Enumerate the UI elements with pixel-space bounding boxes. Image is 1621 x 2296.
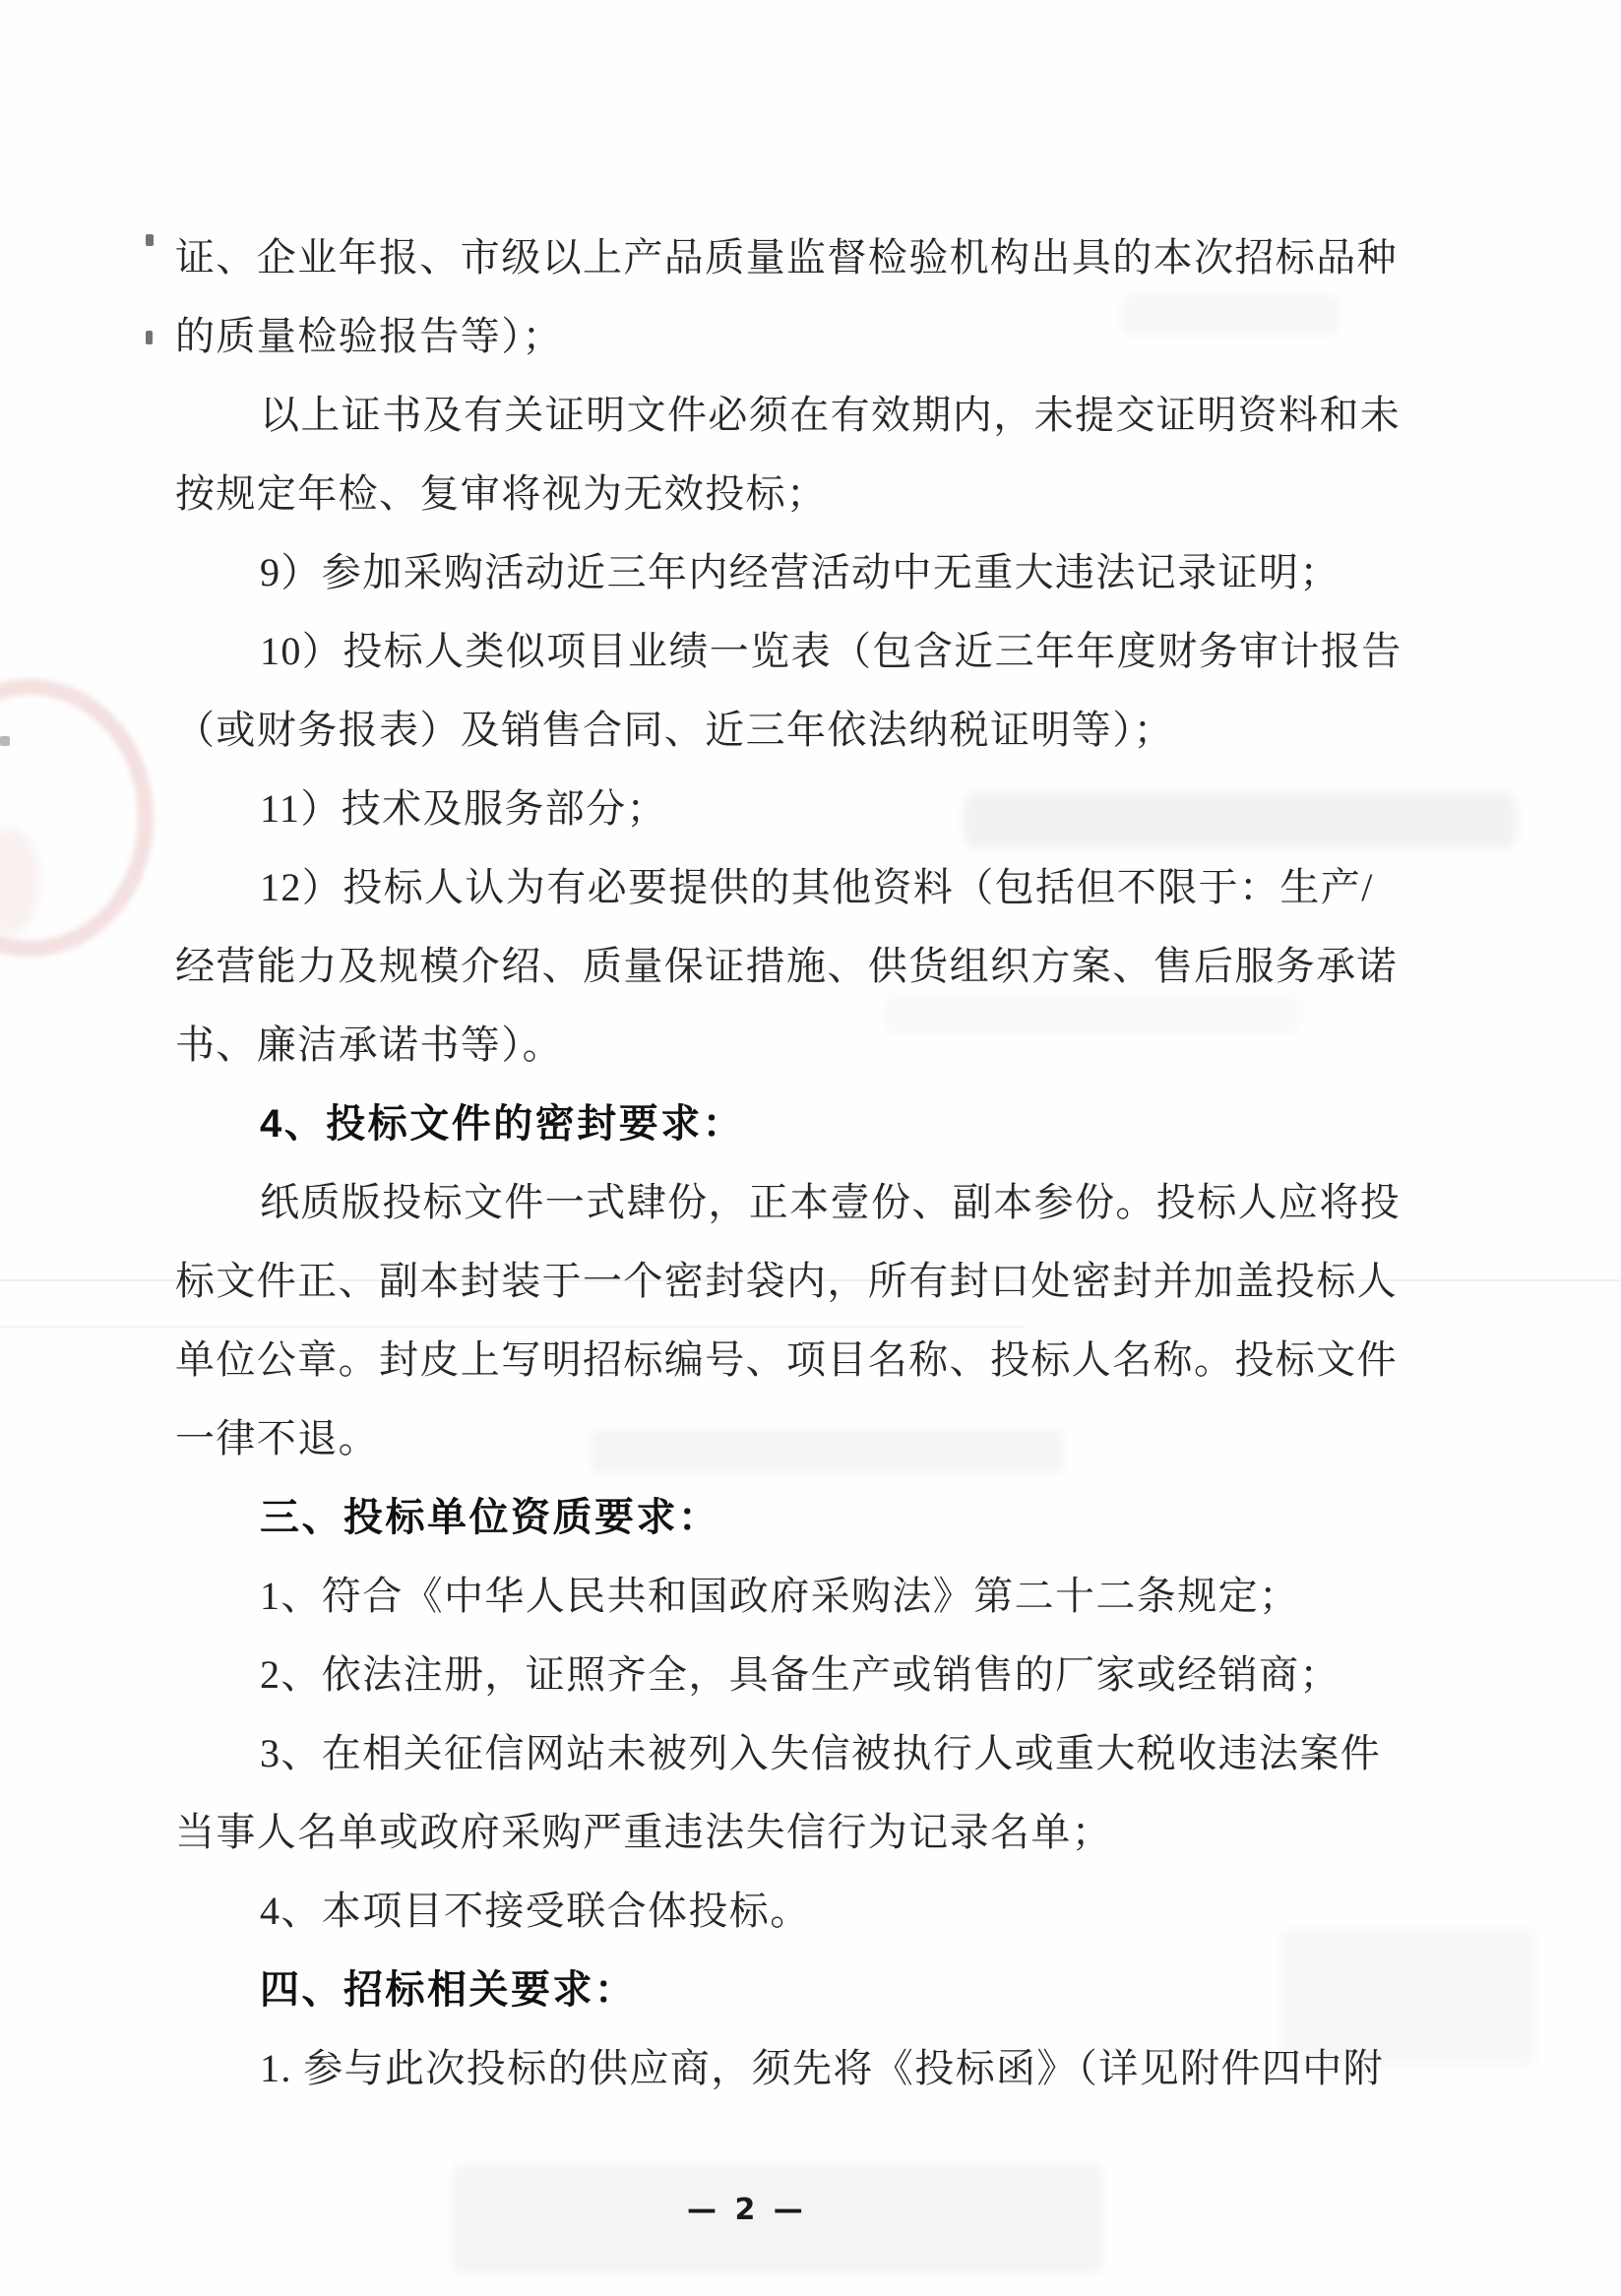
doc-line: 按规定年检、复审将视为无效投标；	[175, 471, 828, 516]
section-heading-bidder-qualifications: 三、投标单位资质要求：	[260, 1496, 720, 1539]
scan-speck	[0, 736, 10, 746]
doc-line: 以上证书及有关证明文件必须在有效期内，未提交证明资料和未	[260, 393, 1402, 437]
page-number: — 2 —	[687, 2193, 807, 2227]
doc-line: 单位公章。封皮上写明招标编号、项目名称、投标人名称。投标文件	[175, 1337, 1398, 1382]
section-heading-tender-requirements: 四、招标相关要求：	[260, 1968, 637, 2012]
doc-line: 书、廉洁承诺书等）。	[175, 1023, 563, 1067]
document-text-block	[175, 218, 1455, 2108]
doc-line: 当事人名单或政府采购严重违法失信行为记录名单；	[175, 1810, 1113, 1854]
doc-list-item-10: 10）投标人类似项目业绩一览表（包含近三年年度财务审计报告	[260, 629, 1403, 673]
doc-line: 标文件正、副本封装于一个密封袋内，所有封口处密封并加盖投标人	[175, 1259, 1398, 1303]
doc-list-item-2: 2、依法注册，证照齐全，具备生产或销售的厂家或经销商；	[260, 1652, 1340, 1697]
doc-line: 1. 参与此次投标的供应商，须先将《投标函》（详见附件四中附	[260, 2046, 1384, 2090]
doc-line: 纸质版投标文件一式肆份，正本壹份、副本参份。投标人应将投	[260, 1180, 1402, 1224]
section-heading-sealing-requirements: 4、投标文件的密封要求：	[260, 1102, 745, 1146]
doc-line: 的质量检验报告等）；	[175, 314, 563, 358]
doc-list-item-12: 12）投标人认为有必要提供的其他资料（包括但不限于：生产/	[260, 865, 1374, 909]
doc-list-item-1: 1、符合《中华人民共和国政府采购法》第二十二条规定；	[260, 1574, 1300, 1618]
doc-list-item-9: 9）参加采购活动近三年内经营活动中无重大违法记录证明；	[260, 550, 1340, 594]
doc-line: （或财务报表）及销售合同、近三年依法纳税证明等）；	[175, 708, 1174, 752]
doc-line: 证、企业年报、市级以上产品质量监督检验机构出具的本次招标品种	[175, 235, 1398, 279]
doc-line: 经营能力及规模介绍、质量保证措施、供货组织方案、售后服务承诺	[175, 944, 1398, 988]
scan-speck	[146, 234, 154, 246]
doc-list-item-4: 4、本项目不接受联合体投标。	[260, 1889, 811, 1933]
doc-line: 一律不退。	[175, 1416, 379, 1460]
scan-speck	[146, 331, 153, 344]
doc-list-item-11: 11）技术及服务部分；	[260, 786, 667, 831]
doc-list-item-3: 3、在相关征信网站未被列入失信被执行人或重大税收违法案件	[260, 1731, 1382, 1775]
